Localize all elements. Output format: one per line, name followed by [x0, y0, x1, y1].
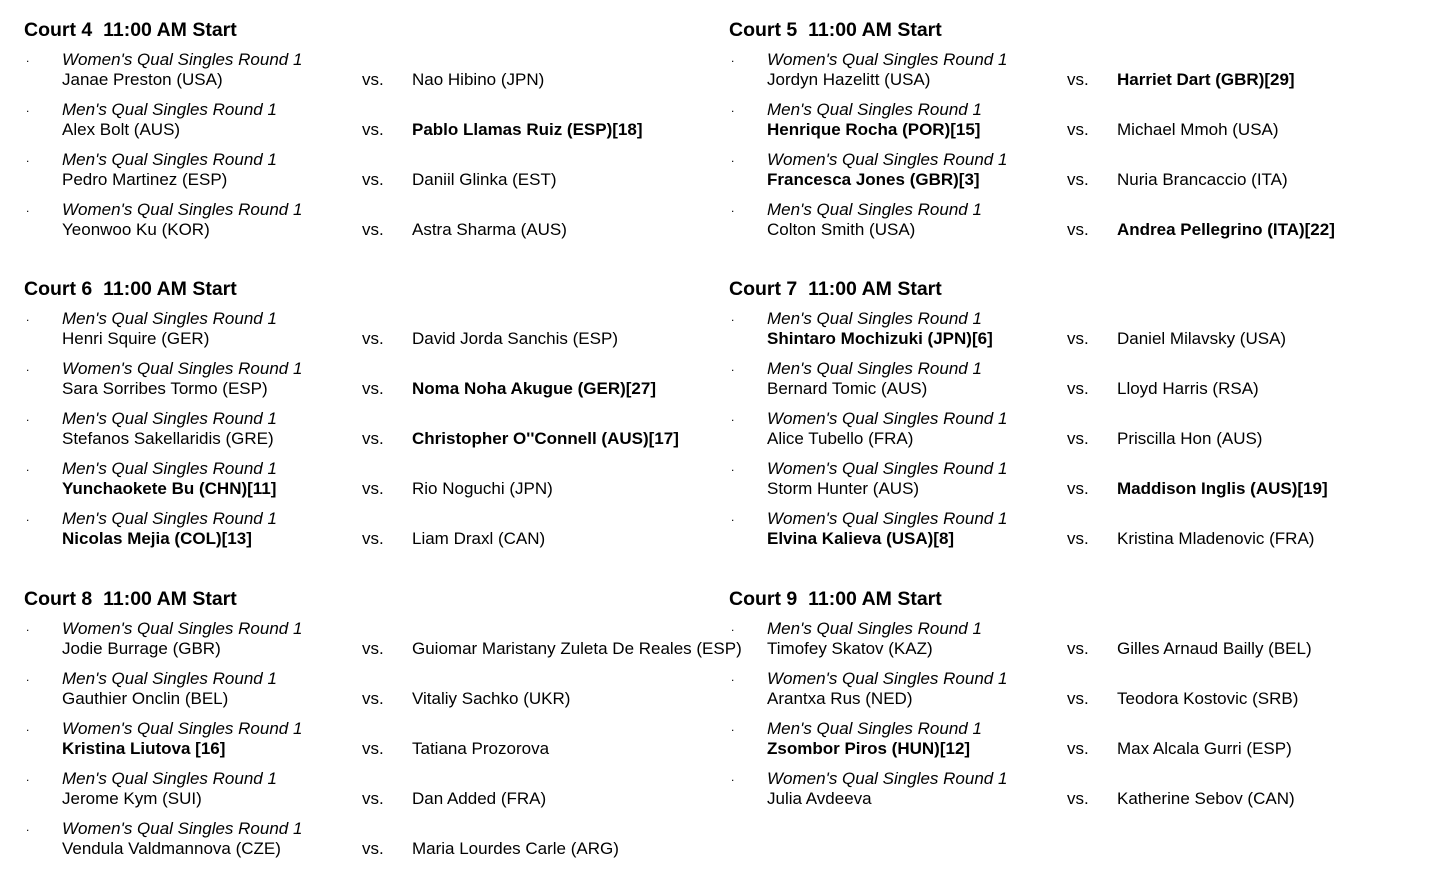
player-one: Storm Hunter (AUS): [767, 479, 920, 498]
match-row: [24, 150, 724, 200]
row-bullet: .: [26, 510, 30, 524]
player-one: Elvina Kalieva (USA)[8]: [767, 529, 955, 548]
player-two: Pablo Llamas Ruiz (ESP)[18]: [412, 120, 643, 139]
court-9-block: [729, 588, 1429, 819]
vs-label: vs.: [1067, 689, 1089, 708]
player-one: Yeonwoo Ku (KOR): [62, 220, 210, 239]
match-list: [24, 50, 724, 250]
vs-label: vs.: [1067, 170, 1089, 189]
match-list: [729, 309, 1429, 559]
row-bullet: .: [26, 310, 30, 324]
vs-label: vs.: [362, 529, 384, 548]
round-label: Men's Qual Singles Round 1: [767, 200, 982, 219]
vs-label: vs.: [362, 120, 384, 139]
player-two: Harriet Dart (GBR)[29]: [1117, 70, 1295, 89]
round-label: Women's Qual Singles Round 1: [767, 769, 1008, 788]
round-label: Women's Qual Singles Round 1: [62, 359, 303, 378]
round-label: Women's Qual Singles Round 1: [62, 200, 303, 219]
round-label: Women's Qual Singles Round 1: [767, 669, 1008, 688]
match-row: [729, 509, 1429, 559]
court-6-block: [24, 278, 724, 559]
player-two: Gilles Arnaud Bailly (BEL): [1117, 639, 1312, 658]
vs-label: vs.: [362, 689, 384, 708]
player-two: Teodora Kostovic (SRB): [1117, 689, 1299, 708]
match-row: [24, 619, 742, 669]
vs-label: vs.: [362, 170, 384, 189]
round-label: Men's Qual Singles Round 1: [62, 150, 277, 169]
match-row: [24, 50, 724, 100]
row-bullet: .: [26, 51, 30, 65]
vs-label: vs.: [362, 789, 384, 808]
match-row: [729, 619, 1429, 669]
round-label: Women's Qual Singles Round 1: [767, 509, 1008, 528]
court-heading: Court 4 11:00 AM Start: [24, 19, 237, 41]
player-two: Maria Lourdes Carle (ARG): [412, 839, 619, 858]
vs-label: vs.: [1067, 739, 1089, 758]
vs-label: vs.: [362, 70, 384, 89]
round-label: Women's Qual Singles Round 1: [62, 50, 303, 69]
round-label: Women's Qual Singles Round 1: [62, 719, 303, 738]
round-label: Men's Qual Singles Round 1: [767, 719, 982, 738]
court-4-block: [24, 19, 724, 250]
player-two: Priscilla Hon (AUS): [1117, 429, 1263, 448]
match-row: [729, 200, 1429, 250]
vs-label: vs.: [362, 329, 384, 348]
player-two: David Jorda Sanchis (ESP): [412, 329, 618, 348]
round-label: Men's Qual Singles Round 1: [62, 459, 277, 478]
court-heading: Court 6 11:00 AM Start: [24, 278, 237, 300]
player-one: Alice Tubello (FRA): [767, 429, 914, 448]
row-bullet: .: [731, 510, 735, 524]
match-row: [729, 459, 1429, 509]
player-one: Yunchaokete Bu (CHN)[11]: [62, 479, 277, 498]
row-bullet: .: [731, 720, 735, 734]
vs-label: vs.: [362, 639, 384, 658]
player-two: Lloyd Harris (RSA): [1117, 379, 1259, 398]
player-two: Nao Hibino (JPN): [412, 70, 545, 89]
player-two: Liam Draxl (CAN): [412, 529, 546, 548]
match-row: [24, 769, 724, 819]
round-label: Men's Qual Singles Round 1: [62, 100, 277, 119]
court-heading: Court 7 11:00 AM Start: [729, 278, 942, 300]
player-one: Vendula Valdmannova (CZE): [62, 839, 281, 858]
row-bullet: .: [731, 51, 735, 65]
player-one: Pedro Martinez (ESP): [62, 170, 228, 189]
court-heading: Court 8 11:00 AM Start: [24, 588, 237, 610]
row-bullet: .: [26, 460, 30, 474]
row-bullet: .: [731, 670, 735, 684]
match-row: [729, 150, 1429, 200]
row-bullet: .: [26, 151, 30, 165]
player-two: Kristina Mladenovic (FRA): [1117, 529, 1315, 548]
match-row: [24, 669, 724, 719]
round-label: Women's Qual Singles Round 1: [767, 50, 1008, 69]
player-one: Jerome Kym (SUI): [62, 789, 202, 808]
player-one: Jodie Burrage (GBR): [62, 639, 221, 658]
match-row: [24, 719, 724, 769]
player-one: Francesca Jones (GBR)[3]: [767, 170, 980, 189]
row-bullet: .: [731, 201, 735, 215]
row-bullet: .: [731, 151, 735, 165]
row-bullet: .: [26, 770, 30, 784]
player-two: Guiomar Maristany Zuleta De Reales (ESP): [412, 639, 742, 658]
match-row: [729, 309, 1429, 359]
round-label: Men's Qual Singles Round 1: [62, 509, 277, 528]
row-bullet: .: [26, 720, 30, 734]
row-bullet: .: [731, 620, 735, 634]
player-two: Max Alcala Gurri (ESP): [1117, 739, 1292, 758]
match-row: [24, 309, 724, 359]
vs-label: vs.: [1067, 379, 1089, 398]
match-row: [24, 819, 724, 869]
row-bullet: .: [731, 101, 735, 115]
vs-label: vs.: [1067, 429, 1089, 448]
player-two: Vitaliy Sachko (UKR): [412, 689, 571, 708]
court-8-block: [24, 588, 742, 869]
match-row: [24, 409, 724, 459]
match-row: [729, 669, 1429, 719]
row-bullet: .: [731, 460, 735, 474]
player-one: Bernard Tomic (AUS): [767, 379, 928, 398]
round-label: Women's Qual Singles Round 1: [767, 409, 1008, 428]
player-one: Zsombor Piros (HUN)[12]: [767, 739, 971, 758]
round-label: Men's Qual Singles Round 1: [62, 309, 277, 328]
match-row: [24, 200, 724, 250]
match-row: [729, 50, 1429, 100]
player-one: Stefanos Sakellaridis (GRE): [62, 429, 274, 448]
vs-label: vs.: [362, 220, 384, 239]
vs-label: vs.: [1067, 639, 1089, 658]
player-two: Daniil Glinka (EST): [412, 170, 557, 189]
row-bullet: .: [731, 770, 735, 784]
match-row: [24, 100, 724, 150]
player-one: Colton Smith (USA): [767, 220, 916, 239]
match-row: [729, 100, 1429, 150]
match-row: [24, 459, 724, 509]
row-bullet: .: [26, 201, 30, 215]
round-label: Women's Qual Singles Round 1: [62, 819, 303, 838]
match-row: [729, 769, 1429, 819]
player-two: Maddison Inglis (AUS)[19]: [1117, 479, 1328, 498]
player-two: Astra Sharma (AUS): [412, 220, 567, 239]
match-row: [24, 359, 724, 409]
match-list: [24, 309, 724, 559]
row-bullet: .: [26, 620, 30, 634]
vs-label: vs.: [362, 839, 384, 858]
player-one: Henri Squire (GER): [62, 329, 210, 348]
player-two: Dan Added (FRA): [412, 789, 547, 808]
player-one: Nicolas Mejia (COL)[13]: [62, 529, 252, 548]
round-label: Men's Qual Singles Round 1: [62, 409, 277, 428]
row-bullet: .: [26, 670, 30, 684]
round-label: Men's Qual Singles Round 1: [767, 359, 982, 378]
vs-label: vs.: [362, 429, 384, 448]
match-row: [24, 509, 724, 559]
player-one: Gauthier Onclin (BEL): [62, 689, 229, 708]
player-one: Arantxa Rus (NED): [767, 689, 913, 708]
player-two: Michael Mmoh (USA): [1117, 120, 1279, 139]
player-two: Tatiana Prozorova: [412, 739, 550, 758]
vs-label: vs.: [1067, 220, 1089, 239]
vs-label: vs.: [362, 479, 384, 498]
player-one: Sara Sorribes Tormo (ESP): [62, 379, 268, 398]
court-7-block: [729, 278, 1429, 559]
court-heading: Court 5 11:00 AM Start: [729, 19, 942, 41]
court-5-block: [729, 19, 1429, 250]
player-two: Nuria Brancaccio (ITA): [1117, 170, 1288, 189]
match-row: [729, 719, 1429, 769]
player-two: Christopher O''Connell (AUS)[17]: [412, 429, 679, 448]
row-bullet: .: [26, 101, 30, 115]
player-one: Janae Preston (USA): [62, 70, 223, 89]
row-bullet: .: [26, 410, 30, 424]
player-two: Katherine Sebov (CAN): [1117, 789, 1295, 808]
vs-label: vs.: [1067, 70, 1089, 89]
round-label: Men's Qual Singles Round 1: [767, 100, 982, 119]
player-one: Jordyn Hazelitt (USA): [767, 70, 931, 89]
vs-label: vs.: [1067, 789, 1089, 808]
player-two: Andrea Pellegrino (ITA)[22]: [1117, 220, 1335, 239]
row-bullet: .: [26, 360, 30, 374]
round-label: Women's Qual Singles Round 1: [767, 150, 1008, 169]
round-label: Men's Qual Singles Round 1: [767, 309, 982, 328]
vs-label: vs.: [1067, 329, 1089, 348]
player-one: Timofey Skatov (KAZ): [767, 639, 933, 658]
vs-label: vs.: [362, 739, 384, 758]
player-two: Noma Noha Akugue (GER)[27]: [412, 379, 657, 398]
player-one: Alex Bolt (AUS): [62, 120, 181, 139]
match-list: [729, 619, 1429, 819]
player-two: Daniel Milavsky (USA): [1117, 329, 1287, 348]
player-one: Henrique Rocha (POR)[15]: [767, 120, 981, 139]
court-heading: Court 9 11:00 AM Start: [729, 588, 942, 610]
vs-label: vs.: [1067, 479, 1089, 498]
vs-label: vs.: [1067, 529, 1089, 548]
player-one: Kristina Liutova [16]: [62, 739, 226, 758]
vs-label: vs.: [362, 379, 384, 398]
match-list: [729, 50, 1429, 250]
player-one: Shintaro Mochizuki (JPN)[6]: [767, 329, 993, 348]
match-row: [729, 359, 1429, 409]
match-row: [729, 409, 1429, 459]
player-two: Rio Noguchi (JPN): [412, 479, 553, 498]
vs-label: vs.: [1067, 120, 1089, 139]
row-bullet: .: [731, 310, 735, 324]
row-bullet: .: [731, 410, 735, 424]
row-bullet: .: [26, 820, 30, 834]
round-label: Men's Qual Singles Round 1: [62, 769, 277, 788]
round-label: Men's Qual Singles Round 1: [62, 669, 277, 688]
round-label: Men's Qual Singles Round 1: [767, 619, 982, 638]
player-one: Julia Avdeeva: [767, 789, 872, 808]
row-bullet: .: [731, 360, 735, 374]
round-label: Women's Qual Singles Round 1: [62, 619, 303, 638]
match-list: [24, 619, 742, 869]
round-label: Women's Qual Singles Round 1: [767, 459, 1008, 478]
